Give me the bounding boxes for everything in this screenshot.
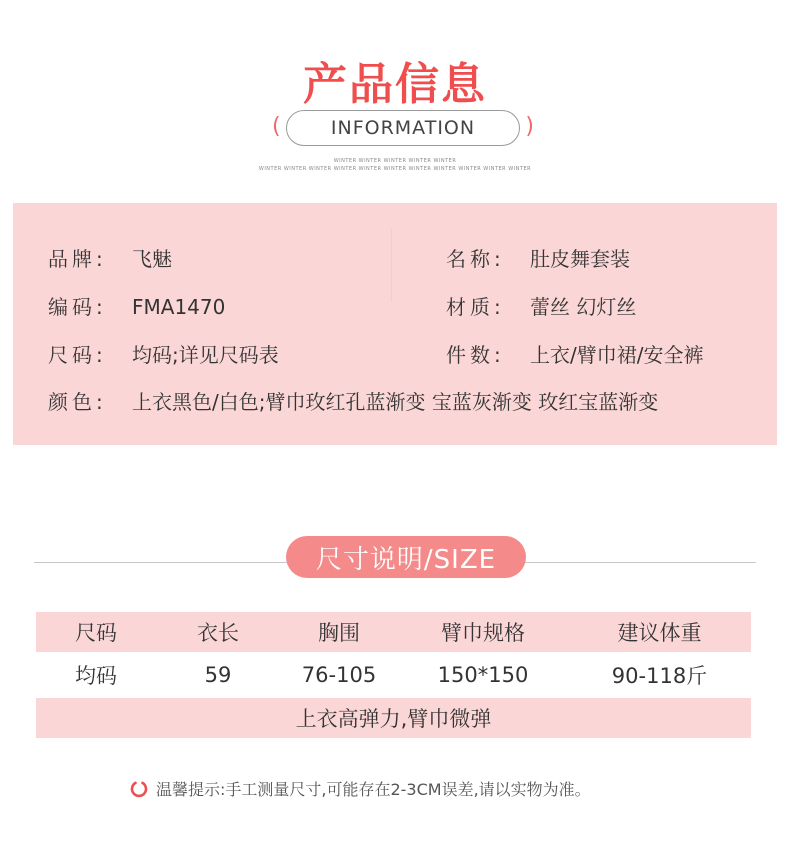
info-material bbox=[446, 291, 636, 320]
info-code-label: 编码: bbox=[48, 295, 107, 319]
info-size-label: 尺码: bbox=[48, 343, 107, 367]
row-cell-bust: 76-105 bbox=[301, 663, 377, 687]
info-divider bbox=[391, 228, 392, 302]
winter-line-1: WINTER WINTER WINTER WINTER WINTER bbox=[333, 158, 457, 164]
info-color-value: 上衣黑色/白色;臂巾玫红孔蓝渐变 宝蓝灰渐变 玫红宝蓝渐变 bbox=[132, 390, 659, 414]
info-size bbox=[48, 339, 279, 368]
info-name bbox=[446, 243, 630, 272]
information-label: INFORMATION bbox=[330, 117, 476, 139]
row-cell-weight: 90-118斤 bbox=[611, 664, 708, 688]
header-cell-length: 衣长 bbox=[197, 621, 239, 645]
info-brand-label: 品牌: bbox=[48, 247, 107, 271]
tip-line bbox=[130, 777, 591, 800]
size-table-note-text: 上衣高弹力,臂巾微弹 bbox=[295, 707, 492, 731]
size-section-title-text: 尺寸说明/SIZE bbox=[315, 544, 497, 575]
header-cell-bust: 胸围 bbox=[318, 621, 360, 645]
info-name-label: 名称: bbox=[446, 247, 505, 271]
paren-right: ) bbox=[525, 114, 534, 139]
info-brand-value: 飞魅 bbox=[132, 247, 172, 271]
row-cell-scarf: 150*150 bbox=[437, 663, 529, 687]
ring-icon bbox=[130, 780, 148, 798]
info-color bbox=[48, 386, 658, 415]
info-brand bbox=[48, 243, 172, 272]
info-size-value: 均码;详见尺码表 bbox=[132, 343, 279, 367]
header-cell-weight: 建议体重 bbox=[617, 621, 702, 645]
header-cell-scarf: 臂巾规格 bbox=[441, 621, 525, 645]
info-code bbox=[48, 291, 225, 320]
info-pieces bbox=[446, 339, 703, 368]
page-title-text: 产品信息 bbox=[303, 59, 487, 110]
page-title bbox=[0, 48, 790, 112]
size-table-header bbox=[36, 612, 751, 652]
size-table-row bbox=[36, 654, 751, 696]
header-cell-size: 尺码 bbox=[75, 621, 117, 645]
info-material-value: 蕾丝 幻灯丝 bbox=[530, 295, 637, 319]
info-pieces-value: 上衣/臂巾裙/安全裤 bbox=[530, 343, 704, 367]
info-pieces-label: 件数: bbox=[446, 343, 505, 367]
info-name-value: 肚皮舞套装 bbox=[530, 247, 630, 271]
winter-line-2: WINTER WINTER WINTER WINTER WINTER WINTER WINTER WINTER WINTER WINTER WINTER bbox=[258, 166, 532, 172]
information-pill bbox=[286, 110, 520, 146]
row-cell-size: 均码 bbox=[75, 664, 117, 688]
info-color-label: 颜色: bbox=[48, 390, 107, 414]
info-material-label: 材质: bbox=[446, 295, 505, 319]
size-table-note bbox=[36, 698, 751, 738]
information-badge bbox=[272, 110, 534, 146]
size-section-title bbox=[286, 536, 526, 578]
tip-text: 温馨提示:手工测量尺寸,可能存在2-3CM误差,请以实物为准。 bbox=[156, 780, 591, 799]
row-cell-length: 59 bbox=[204, 663, 232, 687]
info-code-value: FMA1470 bbox=[132, 295, 226, 319]
paren-left: ( bbox=[272, 114, 281, 139]
